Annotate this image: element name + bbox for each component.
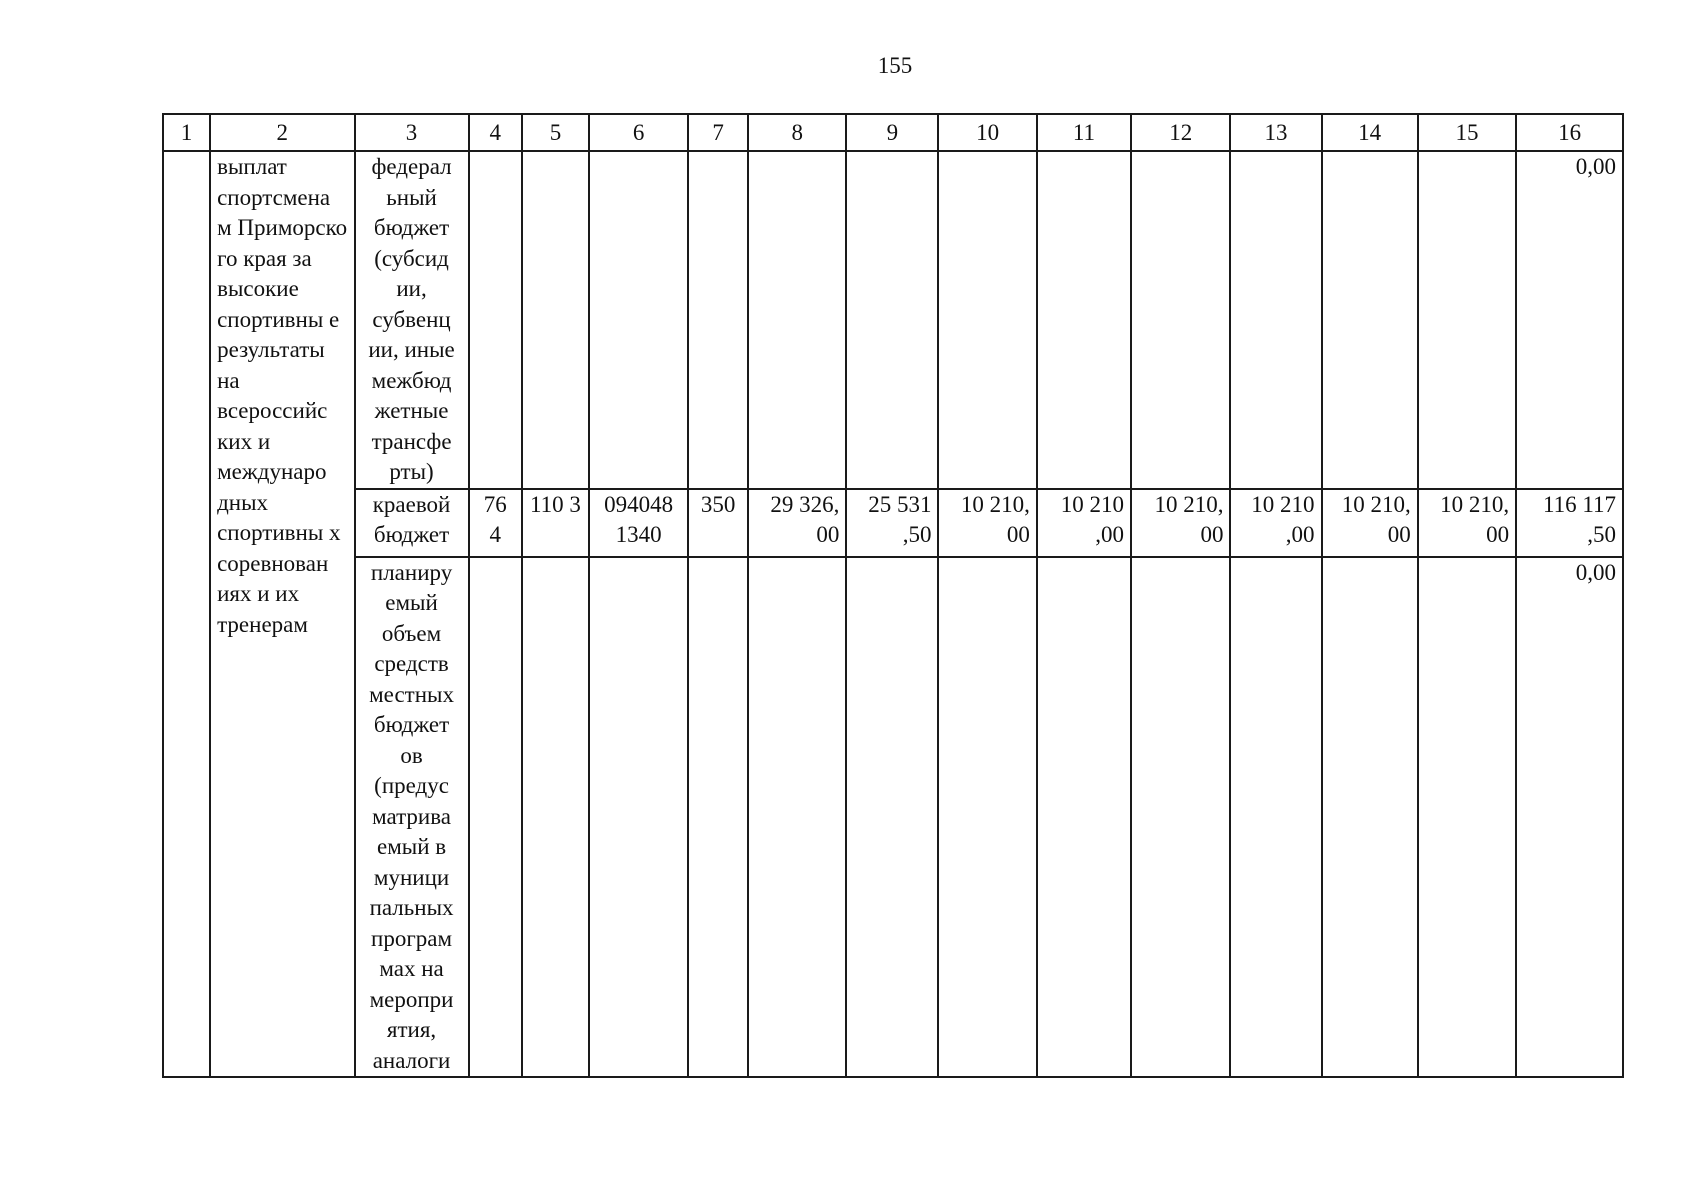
- empty-cell: [846, 557, 938, 1078]
- amount-cell: 10 210 ,00: [1230, 489, 1321, 557]
- column-number-13: 13: [1230, 114, 1321, 151]
- row-index-cell: [163, 151, 210, 1077]
- table-row-regional-budget: [163, 489, 1623, 557]
- column-number-2: 2: [210, 114, 354, 151]
- amount-cell: 29 326, 00: [748, 489, 846, 557]
- column-number-10: 10: [938, 114, 1036, 151]
- column-number-11: 11: [1037, 114, 1131, 151]
- empty-cell: [1131, 151, 1230, 489]
- empty-cell: [469, 151, 522, 489]
- empty-cell: [1418, 557, 1516, 1078]
- column-number-3: 3: [355, 114, 469, 151]
- measure-name-cell: выплат спортсмена м Приморско го края за высокие спортивны е результаты на всероссийс ких и междунаро дных спортивны х соревнован иях и их тренерам: [210, 151, 354, 1077]
- budget-table: [162, 113, 1624, 1078]
- amount-cell: 10 210, 00: [938, 489, 1036, 557]
- column-number-row: [163, 114, 1623, 151]
- empty-cell: [846, 151, 938, 489]
- funding-source-cell: планиру емый объем средств местных бюджет ов (предус матрива емый в муници пальных програм мах на меропри ятия, аналоги: [355, 557, 469, 1078]
- total-cell: 116 117 ,50: [1516, 489, 1623, 557]
- empty-cell: [1037, 151, 1131, 489]
- column-number-8: 8: [748, 114, 846, 151]
- column-number-1: 1: [163, 114, 210, 151]
- empty-cell: [1418, 151, 1516, 489]
- empty-cell: [1230, 151, 1321, 489]
- funding-source-cell: федерал ьный бюджет (субсид ии, субвенц ии, иные межбюд жетные трансфе рты): [355, 151, 469, 489]
- empty-cell: [1230, 557, 1321, 1078]
- column-number-15: 15: [1418, 114, 1516, 151]
- column-number-6: 6: [589, 114, 688, 151]
- target-article-cell: 094048 1340: [589, 489, 688, 557]
- grbs-code-cell: 76 4: [469, 489, 522, 557]
- empty-cell: [1037, 557, 1131, 1078]
- empty-cell: [1322, 557, 1418, 1078]
- total-cell: 0,00: [1516, 557, 1623, 1078]
- column-number-9: 9: [846, 114, 938, 151]
- total-cell: 0,00: [1516, 151, 1623, 489]
- amount-cell: 10 210, 00: [1131, 489, 1230, 557]
- empty-cell: [748, 151, 846, 489]
- table-row-local-budget: [163, 557, 1623, 1078]
- amount-cell: 10 210, 00: [1418, 489, 1516, 557]
- empty-cell: [1322, 151, 1418, 489]
- column-number-14: 14: [1322, 114, 1418, 151]
- column-number-5: 5: [522, 114, 589, 151]
- empty-cell: [688, 557, 748, 1078]
- amount-cell: 10 210, 00: [1322, 489, 1418, 557]
- column-number-7: 7: [688, 114, 748, 151]
- empty-cell: [1131, 557, 1230, 1078]
- empty-cell: [589, 151, 688, 489]
- section-code-cell: 110 3: [522, 489, 589, 557]
- empty-cell: [938, 557, 1036, 1078]
- page-number: 155: [877, 53, 913, 78]
- empty-cell: [938, 151, 1036, 489]
- expense-type-cell: 350: [688, 489, 748, 557]
- empty-cell: [522, 151, 589, 489]
- funding-source-cell: краевой бюджет: [355, 489, 469, 557]
- amount-cell: 10 210 ,00: [1037, 489, 1131, 557]
- column-number-16: 16: [1516, 114, 1623, 151]
- column-number-4: 4: [469, 114, 522, 151]
- amount-cell: 25 531 ,50: [846, 489, 938, 557]
- empty-cell: [522, 557, 589, 1078]
- column-number-12: 12: [1131, 114, 1230, 151]
- empty-cell: [469, 557, 522, 1078]
- empty-cell: [748, 557, 846, 1078]
- table-row-federal-budget: [163, 151, 1623, 489]
- empty-cell: [589, 557, 688, 1078]
- empty-cell: [688, 151, 748, 489]
